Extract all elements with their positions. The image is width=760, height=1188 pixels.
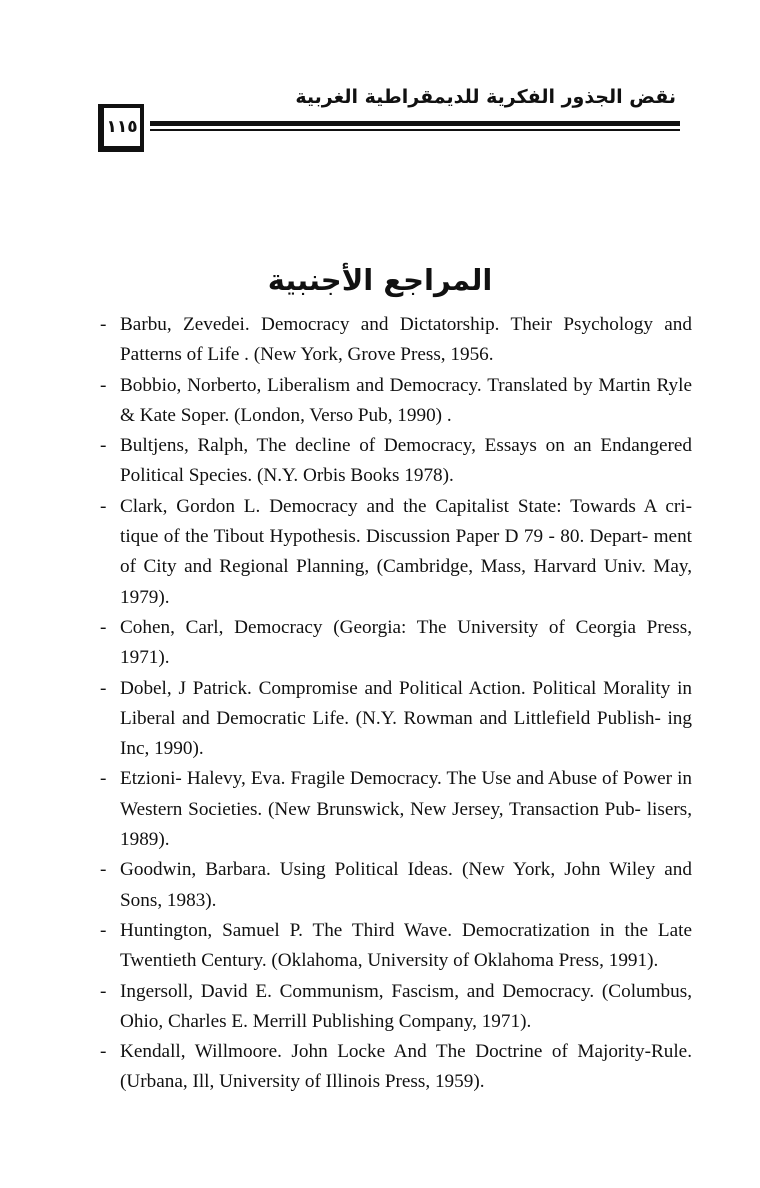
reference-item	[100, 431, 692, 492]
reference-item	[100, 310, 692, 371]
reference-item	[100, 916, 692, 977]
header-rule-thin	[150, 129, 680, 131]
reference-text: Kendall, Willmoore. John Locke And The Doctrine of Majority-Rule. (Urbana, Ill, University of Illinois Press, 1959).	[120, 1041, 692, 1093]
reference-item	[100, 764, 692, 855]
reference-text: Ingersoll, David E. Communism, Fascism, and Democracy. (Columbus, Ohio, Charles E. Merrill Publishing Company, 1971).	[120, 980, 692, 1032]
reference-dash: -	[100, 314, 107, 335]
reference-dash: -	[100, 677, 107, 699]
reference-text: Cohen, Carl, Democracy (Georgia: The University of Ceorgia Press, 1971).	[120, 616, 692, 669]
reference-item	[100, 674, 692, 765]
reference-text: Bultjens, Ralph, The decline of Democracy, Essays on an Endangered Political Species. (N.Y. Orbis Books 1978).	[120, 435, 692, 487]
reference-text: Huntington, Samuel P. The Third Wave. Democratization in the Late Twentieth Century. (Oklahoma, University of Oklahoma Press, 1991).	[120, 919, 692, 972]
reference-dash: -	[100, 980, 107, 1002]
reference-text: Clark, Gordon L. Democracy and the Capitalist State: Towards A cri- tique of the Tibout Hypothesis. Discussion Paper D 79 - 80. Depart- ment of City and Regional Planning, (Cambridge, Mass, Harvard Univ. May, 1979).	[120, 495, 692, 608]
running-title: نقض الجذور الفكرية للديمقراطية الغربية	[295, 86, 676, 108]
reference-dash: -	[100, 495, 107, 517]
reference-text: Etzioni- Halevy, Eva. Fragile Democracy. The Use and Abuse of Power in Western Societies. (New Brunswick, New Jersey, Transaction Pub- lisers, 1989).	[120, 768, 692, 851]
reference-dash: -	[100, 1041, 107, 1063]
page-number: ١١٥	[106, 117, 138, 137]
reference-item	[100, 1037, 692, 1098]
reference-dash: -	[100, 374, 107, 396]
reference-text: Bobbio, Norberto, Liberalism and Democracy. Translated by Martin Ryle & Kate Soper. (London, Verso Pub, 1990) .	[120, 374, 692, 426]
page-number-box	[98, 104, 144, 152]
reference-dash: -	[100, 435, 107, 457]
reference-dash: -	[100, 859, 107, 881]
page-header	[0, 0, 760, 170]
reference-list	[100, 310, 692, 1098]
reference-item	[100, 492, 692, 613]
reference-item	[100, 855, 692, 916]
reference-item	[100, 371, 692, 432]
reference-item	[100, 977, 692, 1038]
reference-text: Goodwin, Barbara. Using Political Ideas. (New York, John Wiley and Sons, 1983).	[120, 859, 692, 911]
reference-dash: -	[100, 616, 107, 638]
section-title: المراجع الأجنبية	[267, 263, 493, 298]
reference-dash: -	[100, 768, 107, 790]
reference-text: Barbu, Zevedei. Democracy and Dictatorship. Their Psychology and Patterns of Life . (New York, Grove Press, 1956.	[120, 314, 692, 366]
reference-item	[100, 613, 692, 674]
reference-dash: -	[100, 919, 107, 941]
reference-text: Dobel, J Patrick. Compromise and Political Action. Political Morality in Liberal and Democratic Life. (N.Y. Rowman and Littlefield Publish- ing Inc, 1990).	[120, 677, 692, 760]
header-rule-thick	[150, 121, 680, 126]
